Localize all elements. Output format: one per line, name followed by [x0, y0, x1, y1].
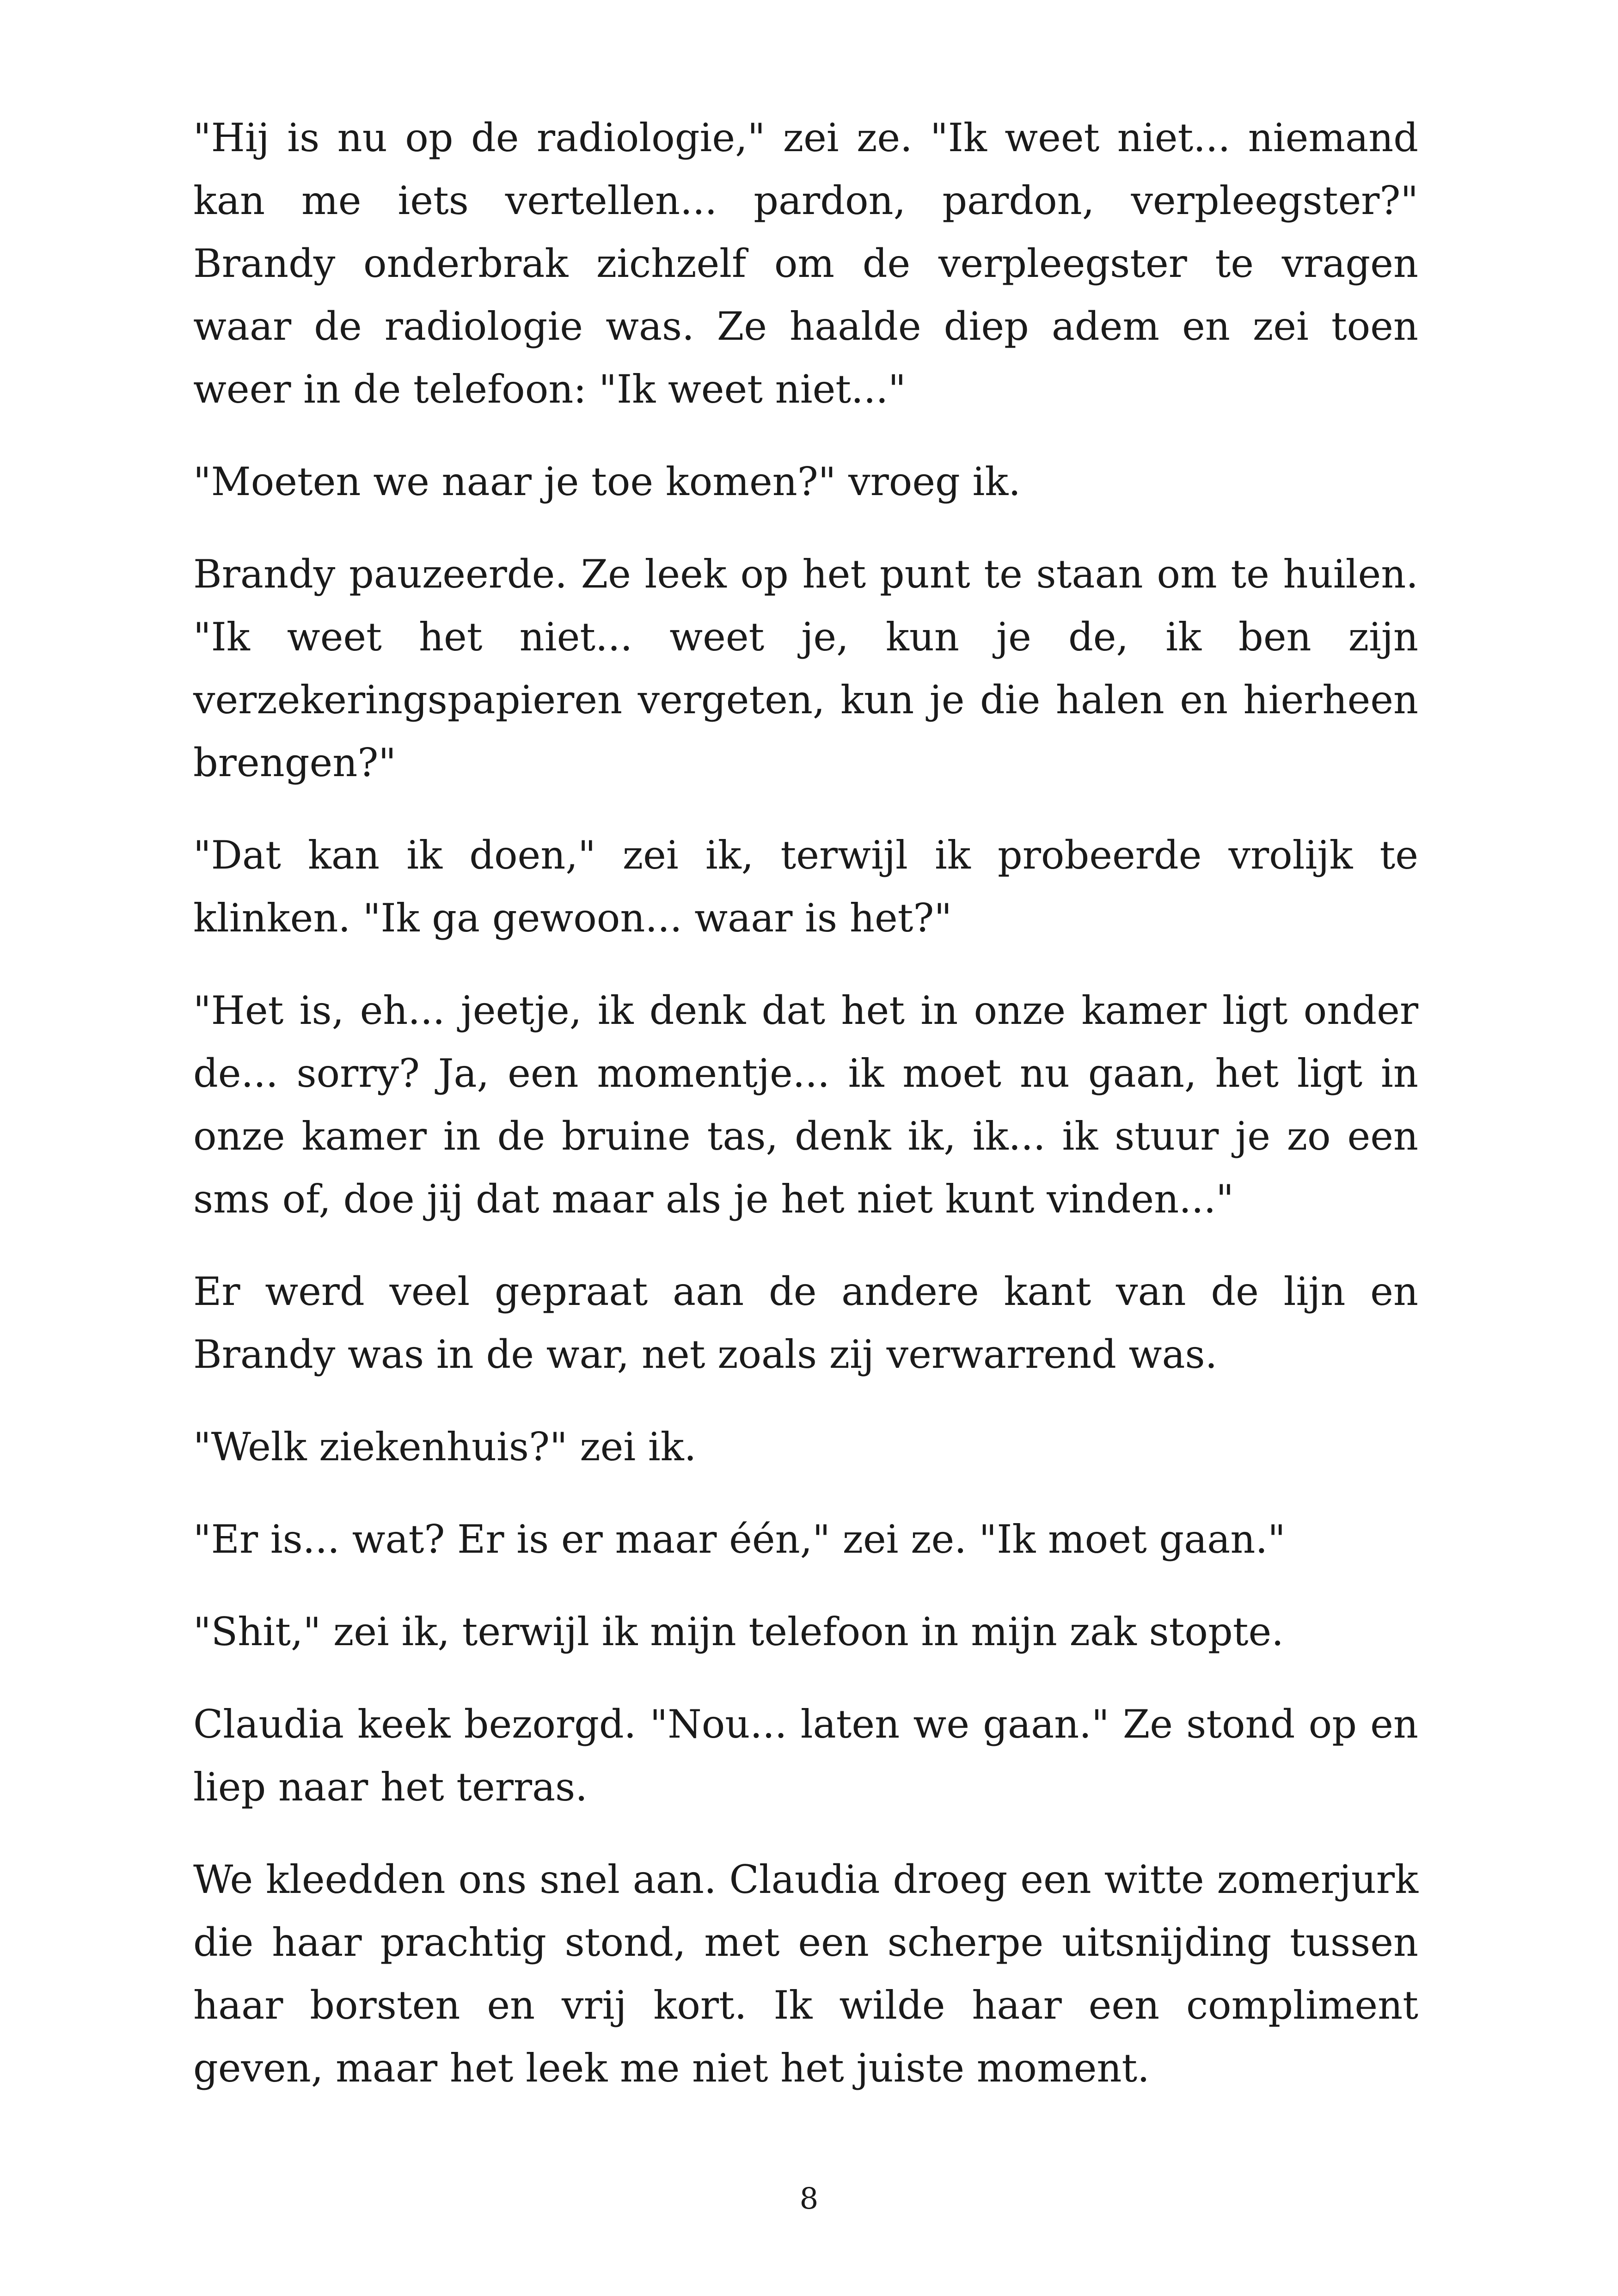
paragraph: Er werd veel gepraat aan de andere kant van de lijn en Brandy was in de war, net zoals zij verwarrend was.	[193, 1269, 1418, 1377]
paragraph: "Moeten we naar je toe komen?" vroeg ik.	[193, 459, 1021, 504]
paragraph: Brandy pauzeerde. Ze leek op het punt te staan om te huilen. "Ik weet het niet... weet je, kun je de, ik ben zijn verzekeringspapieren vergeten, kun je die halen en hierheen brengen?"	[193, 551, 1418, 785]
paragraph: "Shit," zei ik, terwijl ik mijn telefoon in mijn zak stopte.	[193, 1609, 1284, 1654]
paragraph: "Er is... wat? Er is er maar één," zei ze. "Ik moet gaan."	[193, 1517, 1286, 1562]
paragraph: "Welk ziekenhuis?" zei ik.	[193, 1424, 697, 1469]
body-text	[193, 106, 1418, 2129]
paragraph: "Het is, eh... jeetje, ik denk dat het in onze kamer ligt onder de... sorry? Ja, een momentje... ik moet nu gaan, het ligt in onze kamer in de bruine tas, denk ik, ik... ik stuur je zo een sms of, doe jij dat maar als je het niet kunt vinden..."	[193, 988, 1418, 1222]
paragraph: "Hij is nu op de radiologie," zei ze. "Ik weet niet... niemand kan me iets vertellen... pardon, pardon, verpleegster?" Brandy onderbrak zichzelf om de verpleegster te vragen waar de radiologie was. Ze haalde diep adem en zei toen weer in de telefoon: "Ik weet niet..."	[193, 115, 1418, 412]
paragraph: Claudia keek bezorgd. "Nou... laten we gaan." Ze stond op en liep naar het terras.	[193, 1702, 1418, 1810]
page-number: 8	[799, 2182, 819, 2216]
paragraph: We kleedden ons snel aan. Claudia droeg een witte zomerjurk die haar prachtig stond, met een scherpe uitsnijding tussen haar borsten en vrij kort. Ik wilde haar een compliment geven, maar het leek me niet het juiste moment.	[193, 1857, 1418, 2091]
paragraph: "Dat kan ik doen," zei ik, terwijl ik probeerde vrolijk te klinken. "Ik ga gewoon... waar is het?"	[193, 833, 1418, 941]
